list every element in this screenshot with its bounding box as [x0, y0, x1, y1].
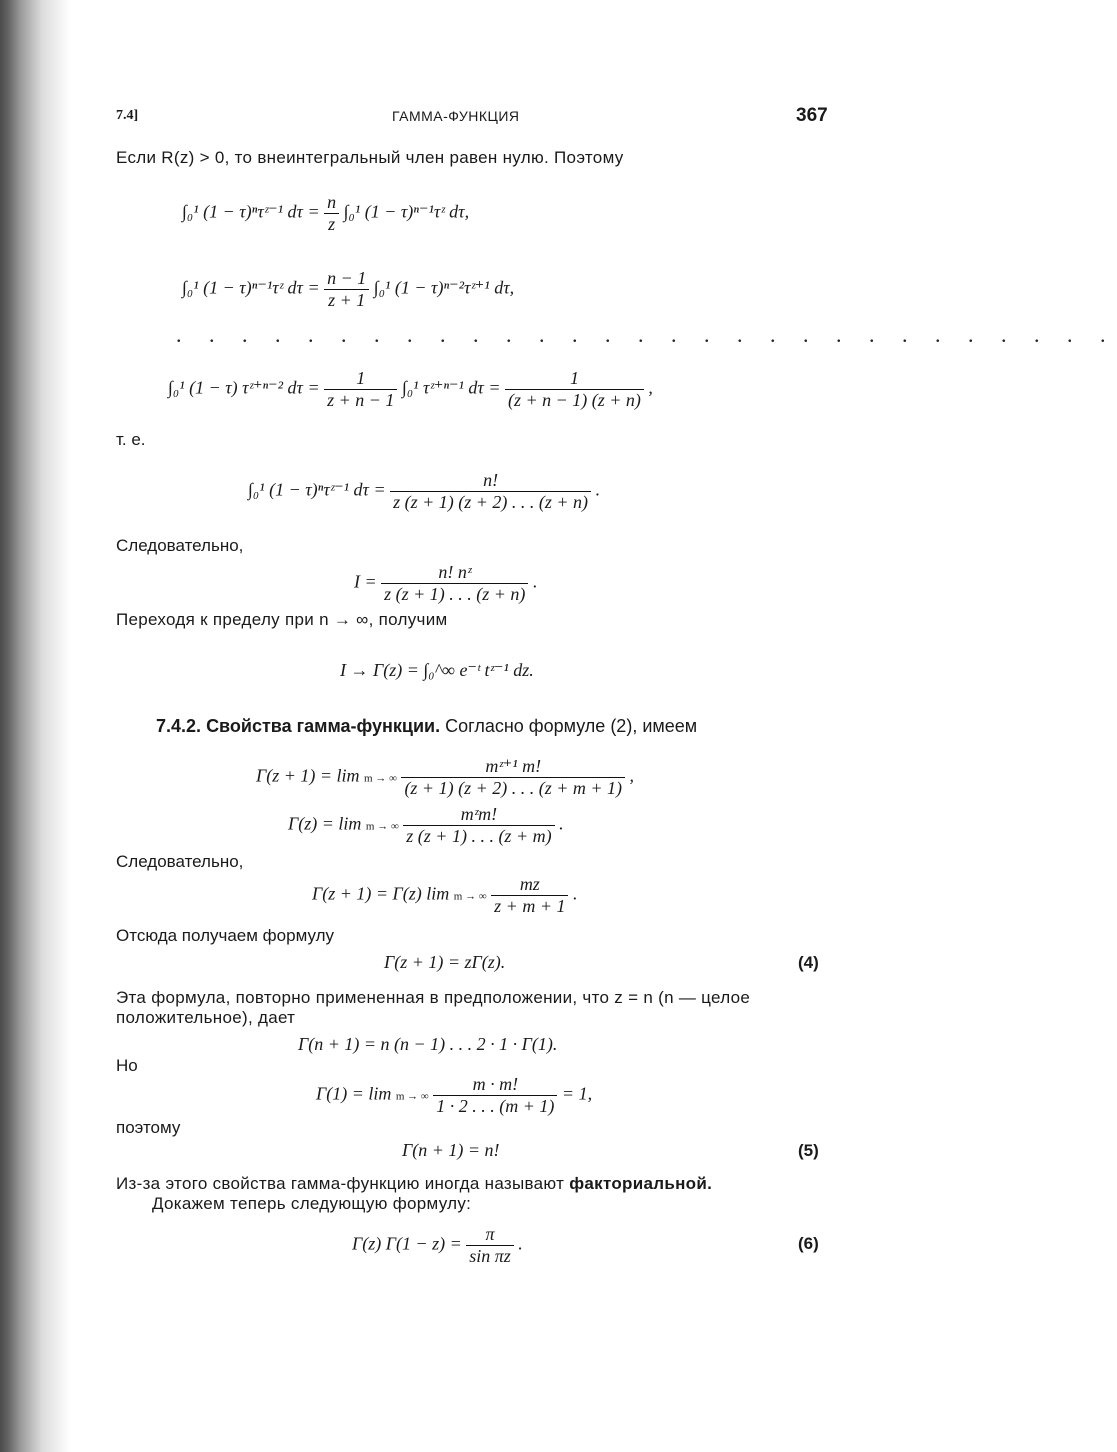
- eq5-den: z (z + 1) . . . (z + n): [384, 584, 526, 604]
- eq3-res-num: 1: [505, 368, 644, 390]
- eq8-num: mᶻm!: [403, 804, 554, 826]
- eq4-num: n!: [390, 470, 591, 492]
- eq7-num: mᶻ⁺¹ m!: [401, 756, 625, 778]
- eq3-end: ,: [648, 377, 653, 398]
- equation-14: [352, 1224, 523, 1267]
- equation-10: Γ(z + 1) = zΓ(z).: [384, 952, 506, 972]
- eq8-den: z (z + 1) . . . (z + m): [406, 826, 552, 846]
- paragraph-2: [116, 1174, 712, 1194]
- eq12-den: 1 · 2 . . . (m + 1): [436, 1096, 555, 1116]
- eq3-result: [505, 368, 644, 411]
- equation-number-4: (4): [798, 953, 819, 972]
- paragraph-3: Докажем теперь следующую формулу:: [152, 1194, 472, 1213]
- eq9-den: z + m + 1: [494, 896, 566, 916]
- equation-1: [182, 192, 469, 235]
- eq2-coefficient: [324, 268, 369, 311]
- eq7-end: ,: [629, 765, 635, 786]
- section-heading: [156, 716, 697, 737]
- separator-dots: . . . . . . . . . . . . . . . . . . . . . . . . . . . . .: [176, 322, 1117, 347]
- therefore-1: Следовательно,: [116, 536, 244, 555]
- eq1-lhs: ∫₀¹ (1 − τ)ⁿτᶻ⁻¹ dτ =: [182, 201, 325, 222]
- eq9-end: .: [572, 883, 578, 904]
- equation-number-6: (6): [798, 1234, 819, 1253]
- eq14-lhs: Γ(z) Γ(1 − z) =: [352, 1233, 467, 1254]
- eq5-end: .: [532, 571, 538, 592]
- intro-line: Если R(z) > 0, то внеинтегральный член равен нулю. Поэтому: [116, 148, 624, 167]
- eq4-fraction: [390, 470, 591, 513]
- equation-4: [248, 470, 600, 513]
- limit-line: Переходя к пределу при n → ∞, получим: [116, 610, 448, 629]
- equation-6: I → Γ(z) = ∫₀^∞ e⁻ᵗ tᶻ⁻¹ dz.: [340, 660, 534, 680]
- eq7-den: (z + 1) (z + 2) . . . (z + m + 1): [404, 778, 623, 798]
- equation-9: [312, 874, 577, 917]
- eq12-fraction: [433, 1074, 557, 1117]
- eq4-den: z (z + 1) (z + 2) . . . (z + n): [393, 492, 589, 512]
- equation-3: [168, 368, 653, 411]
- eq12-end: = 1,: [561, 1083, 593, 1104]
- equation-11: Γ(n + 1) = n (n − 1) . . . 2 · 1 · Γ(1).: [298, 1034, 558, 1054]
- eq1-rhs: ∫₀¹ (1 − τ)ⁿ⁻¹τᶻ dτ,: [343, 201, 470, 222]
- eq1-coef-num: n: [324, 192, 339, 214]
- formula-intro: Отсюда получаем формулу: [116, 926, 334, 945]
- therefore-2: Следовательно,: [116, 852, 244, 871]
- eq2-rhs: ∫₀¹ (1 − τ)ⁿ⁻²τᶻ⁺¹ dτ,: [373, 277, 515, 298]
- eq3-coefficient: [324, 368, 397, 411]
- equation-7: [256, 756, 634, 799]
- eq3-res-den: (z + n − 1) (z + n): [507, 390, 641, 410]
- header-section-ref: 7.4]: [116, 108, 139, 123]
- eq7-limit-sub: m → ∞: [364, 772, 397, 785]
- eq7-lhs: Γ(z + 1) = lim: [256, 765, 360, 786]
- equation-number-5: (5): [798, 1141, 819, 1160]
- equation-2: [182, 268, 514, 311]
- eq2-lhs: ∫₀¹ (1 − τ)ⁿ⁻¹τᶻ dτ =: [182, 277, 325, 298]
- eq12-lhs: Γ(1) = lim: [316, 1083, 392, 1104]
- eq2-coef-den: z + 1: [328, 290, 366, 310]
- eq8-end: .: [559, 813, 564, 834]
- header-page-number: 367: [796, 105, 828, 126]
- eq5-fraction: [381, 562, 528, 605]
- eq1-coef-den: z: [328, 214, 336, 234]
- eq14-num: π: [466, 1224, 514, 1246]
- equation-13: Γ(n + 1) = n!: [402, 1140, 500, 1160]
- eq3-coef-den: z + n − 1: [327, 390, 395, 410]
- eq12-limit-sub: m → ∞: [395, 1090, 429, 1103]
- eq7-fraction: [401, 756, 625, 799]
- eq14-den: sin πz: [469, 1246, 511, 1266]
- hence-label: поэтому: [116, 1118, 181, 1137]
- eq9-num: mz: [491, 874, 568, 896]
- ie-label: т. е.: [116, 430, 146, 449]
- eq8-lhs: Γ(z) = lim: [288, 813, 362, 834]
- eq3-lhs: ∫₀¹ (1 − τ) τᶻ⁺ⁿ⁻² dτ =: [168, 377, 325, 398]
- section-rest: Согласно формуле (2), имеем: [445, 716, 698, 736]
- eq1-coefficient: [324, 192, 339, 235]
- eq9-lhs: Γ(z + 1) = Γ(z) lim: [312, 883, 450, 904]
- eq9-fraction: [491, 874, 568, 917]
- paragraph-2-text: Из-за этого свойства гамма-функцию иногда называют: [116, 1174, 565, 1193]
- eq9-limit-sub: m → ∞: [453, 890, 487, 903]
- eq8-fraction: [403, 804, 554, 847]
- eq12-num: m · m!: [433, 1074, 557, 1096]
- eq8-limit-sub: m → ∞: [365, 820, 399, 833]
- paragraph-1-line-1: Эта формула, повторно примененная в предположении, что z = n (n — целое: [116, 988, 751, 1007]
- eq14-fraction: [466, 1224, 514, 1267]
- eq5-num: n! nᶻ: [381, 562, 528, 584]
- eq5-lhs: I =: [354, 571, 382, 592]
- equation-8: [288, 804, 564, 847]
- eq4-lhs: ∫₀¹ (1 − τ)ⁿτᶻ⁻¹ dτ =: [248, 479, 391, 500]
- section-number: 7.4.2.: [156, 716, 202, 736]
- eq3-coef-num: 1: [324, 368, 397, 390]
- header-running-title: ГАММА-ФУНКЦИЯ: [392, 108, 520, 124]
- but-label: Но: [116, 1056, 138, 1075]
- eq4-end: .: [595, 479, 601, 500]
- eq2-coef-num: n − 1: [324, 268, 369, 290]
- equation-12: [316, 1074, 592, 1117]
- eq14-end: .: [518, 1233, 523, 1254]
- section-title: Свойства гамма-функции.: [206, 716, 441, 736]
- paragraph-1-line-2: положительное), дает: [116, 1008, 296, 1027]
- equation-5: [354, 562, 537, 605]
- paragraph-2-term: факториальной.: [569, 1174, 713, 1193]
- eq3-mid: ∫₀¹ τᶻ⁺ⁿ⁻¹ dτ =: [401, 377, 505, 398]
